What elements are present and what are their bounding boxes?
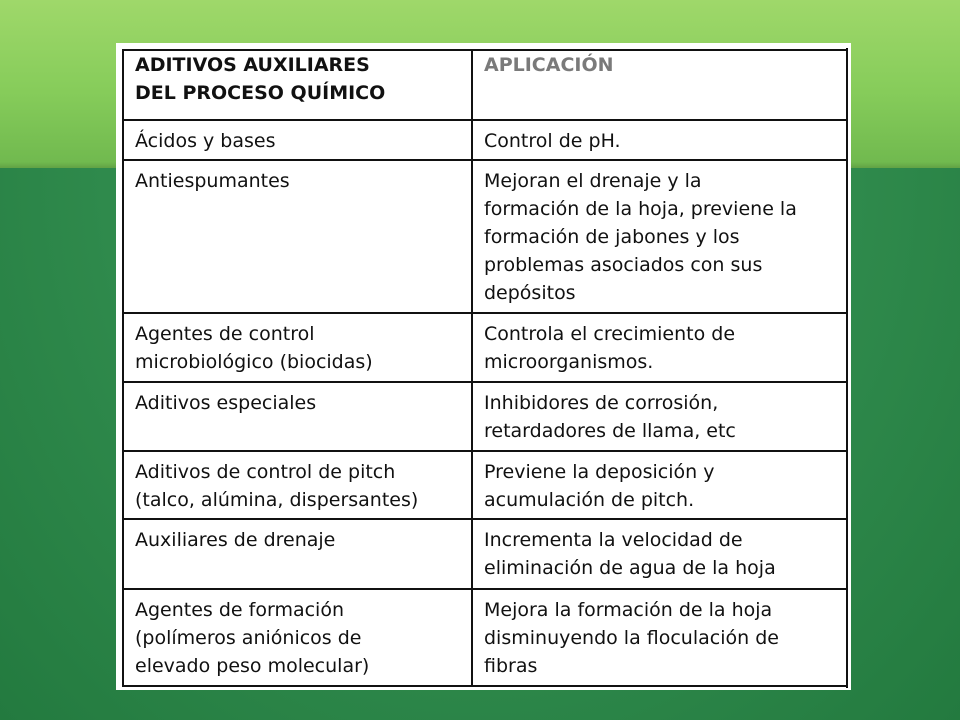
additive-cell: Aditivos de control de pitch (talco, alúmina, dispersantes) bbox=[123, 451, 472, 519]
table-row bbox=[123, 382, 847, 451]
application-cell: Controla el crecimiento de microorganismos. bbox=[472, 313, 847, 382]
application-cell: Mejoran el drenaje y la formación de la hoja, previene la formación de jabones y los problemas asociados con sus depósitos bbox=[472, 160, 847, 313]
table-header-row bbox=[123, 50, 847, 120]
additive-cell: Antiespumantes bbox=[123, 160, 472, 313]
table-row bbox=[123, 589, 847, 686]
application-cell: Previene la deposición y acumulación de pitch. bbox=[472, 451, 847, 519]
table-row bbox=[123, 519, 847, 589]
application-cell: Mejora la formación de la hoja disminuyendo la floculación de fibras bbox=[472, 589, 847, 686]
additive-cell: Agentes de formación (polímeros aniónicos de elevado peso molecular) bbox=[123, 589, 472, 686]
header-cell-additive: ADITIVOS AUXILIARES DEL PROCESO QUÍMICO bbox=[123, 50, 472, 120]
additives-table bbox=[122, 49, 848, 687]
additive-cell: Ácidos y bases bbox=[123, 120, 472, 160]
table-row bbox=[123, 313, 847, 382]
additive-cell: Agentes de control microbiológico (biocidas) bbox=[123, 313, 472, 382]
header-cell-application: APLICACIÓN bbox=[472, 50, 847, 120]
table-row bbox=[123, 160, 847, 313]
additive-cell: Auxiliares de drenaje bbox=[123, 519, 472, 589]
application-cell: Inhibidores de corrosión, retardadores de llama, etc bbox=[472, 382, 847, 451]
additive-cell: Aditivos especiales bbox=[123, 382, 472, 451]
application-cell: Incrementa la velocidad de eliminación de agua de la hoja bbox=[472, 519, 847, 589]
application-cell: Control de pH. bbox=[472, 120, 847, 160]
table-row bbox=[123, 451, 847, 519]
table-row bbox=[123, 120, 847, 160]
